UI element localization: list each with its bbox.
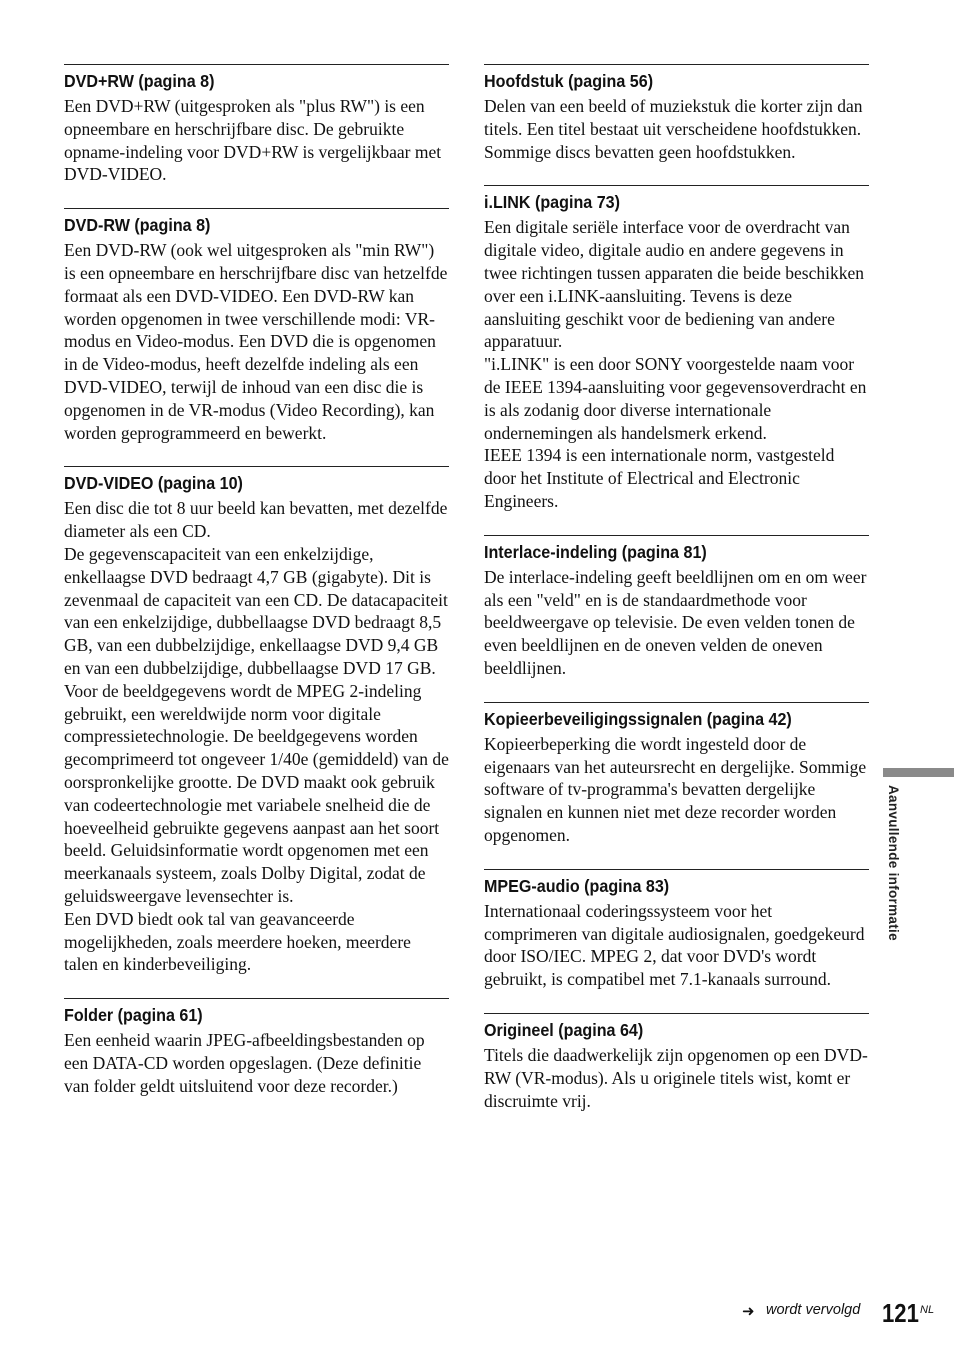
entry-paragraph: Titels die daadwerkelijk zijn opgenomen op een DVD-RW (VR-modus). Als u originele titels wist, komt er discruimte vrij.: [484, 1044, 868, 1111]
glossary-entry-origineel: [484, 1013, 869, 1112]
glossary-entry-interlace: [484, 535, 869, 680]
entry-heading: Origineel (pagina 64): [484, 1019, 644, 1040]
glossary-entry-hoofdstuk: [484, 64, 869, 163]
glossary-entry-mpeg-audio: [484, 869, 869, 991]
entry-paragraph: Een eenheid waarin JPEG-afbeeldingsbestanden op een DATA-CD worden opgeslagen. (Deze definitie van folder geldt uitsluitend voor deze recorder.): [64, 1030, 425, 1096]
entry-heading: Interlace-indeling (pagina 81): [484, 541, 707, 562]
glossary-entry-dvd-plus-rw: [64, 64, 449, 186]
entry-paragraph: Een disc die tot 8 uur beeld kan bevatten, met dezelfde diameter als een CD.: [64, 498, 448, 542]
continued-label: wordt vervolgd: [766, 1302, 861, 1318]
entry-heading: MPEG-audio (pagina 83): [484, 875, 670, 896]
entry-paragraph: Voor de beeldgegevens wordt de MPEG 2-indeling gebruikt, een wereldwijde norm voor digitale compressietechnologie. De beeldgegevens worden gecomprimeerd tot ongeveer 1/40e (gemiddeld) van de oorspronkelijke grootte. De DVD maakt ook gebruik van codeertechnologie met variabele snelheid die de hoeveelheid gebruikte gegevens aanpast aan het soort beeld. Geluidsinformatie wordt opgenomen met een meerkanaals systeem, zoals Dolby Digital, zodat de geluidsweergave levensechter is.: [64, 680, 449, 906]
left-column: [64, 64, 449, 1119]
entry-paragraph: Delen van een beeld of muziekstuk die korter zijn dan titels. Een titel bestaat uit verscheidene hoofdstukken. Sommige discs bevatten geen hoofdstukken.: [484, 96, 863, 162]
entry-heading: Folder (pagina 61): [64, 1005, 203, 1026]
entry-paragraph: "i.LINK" is een door SONY voorgestelde naam voor de IEEE 1394-aansluiting voor gegevensoverdracht en is als zodanig door diverse internationale ondernemingen als handelsmerk erkend.: [484, 354, 867, 443]
section-tab-marker: [883, 768, 954, 777]
entry-paragraph: Kopieerbeperking die wordt ingesteld door de eigenaars van het auteursrecht en dergelijke. Sommige software of tv-programma's bevatten dergelijke signalen en kunnen niet met deze recorder worden opgenomen.: [484, 733, 867, 845]
page-number: 121: [882, 1298, 919, 1328]
glossary-entry-dvd-video: [64, 466, 449, 976]
section-tab-label: [882, 785, 910, 965]
entry-heading: DVD+RW (pagina 8): [64, 71, 215, 91]
entry-heading: DVD-RW (pagina 8): [64, 215, 211, 236]
entry-paragraph: De gegevenscapaciteit van een enkelzijdige, enkellaagse DVD bedraagt 4,7 GB (gigabyte). Dit is zevenmaal de capaciteit van een CD. De datacapaciteit van een enkelzijdige, dubbellaagse DVD bedraagt 8,5 GB, van een dubbelzijdige, enkellaagse DVD 9,4 GB en van een dubbelzijdige, dubbellaagse DVD 17 GB.: [64, 543, 448, 678]
section-tab-text: Aanvullende informatie: [886, 785, 901, 941]
page-language-suffix: NL: [920, 1304, 935, 1316]
entry-paragraph: Een DVD-RW (ook wel uitgesproken als "min RW") is een opneembare en herschrijfbare disc van hetzelfde formaat als een DVD-VIDEO. Een DVD-RW kan worden opgenomen in twee verschillende modi: VR-modus en Video-modus. Een DVD die is opgenomen in de Video-modus, heeft dezelfde indeling als een DVD-VIDEO, terwijl de inhoud van een disc die is opgenomen in de VR-modus (Video Recording), kan worden geprogrammeerd en bewerkt.: [64, 240, 448, 443]
glossary-entry-kopieerbeveiliging: [484, 702, 869, 847]
page-footer: [700, 1298, 940, 1332]
entry-paragraph: De interlace-indeling geeft beeldlijnen om en om weer als een "veld" en is de standaardmethode voor beeldweergave op televisie. De even velden tonen de even beeldlijnen en de oneven velden de oneven beeldlijnen.: [484, 566, 867, 678]
glossary-entry-folder: [64, 998, 449, 1097]
entry-paragraph: IEEE 1394 is een internationale norm, vastgesteld door het Institute of Electrical and Electronic Engineers.: [484, 445, 835, 511]
entry-paragraph: Een digitale seriële interface voor de overdracht van digitale video, digitale audio en andere gegevens in twee richtingen tussen apparaten die beide beschikken over een i.LINK-aansluiting. Tevens is deze aansluiting geschikt voor de bediening van andere apparatuur.: [484, 217, 864, 352]
entry-heading: DVD-VIDEO (pagina 10): [64, 473, 243, 494]
entry-heading: Kopieerbeveiligingssignalen (pagina 42): [484, 708, 792, 729]
right-column: [484, 64, 869, 1134]
entry-heading: i.LINK (pagina 73): [484, 192, 620, 213]
glossary-entry-dvd-rw: [64, 208, 449, 444]
glossary-entry-ilink: [484, 185, 869, 512]
entry-paragraph: Een DVD biedt ook tal van geavanceerde mogelijkheden, zoals meerdere hoeken, meerdere talen en kinderbeveiliging.: [64, 908, 411, 975]
entry-paragraph: Een DVD+RW (uitgesproken als "plus RW") is een opneembare en herschrijfbare disc. De gebruikte opname-indeling voor DVD+RW is vergelijkbaar met DVD-VIDEO.: [64, 96, 442, 185]
arrow-right-icon: ➜: [742, 1302, 755, 1320]
entry-heading: Hoofdstuk (pagina 56): [484, 71, 654, 91]
entry-paragraph: Internationaal coderingssysteem voor het comprimeren van digitale audiosignalen, goedgekeurd door ISO/IEC. MPEG 2, dat voor DVD's wordt gebruikt, is compatibel met 7.1-kanaals surround.: [484, 900, 865, 990]
